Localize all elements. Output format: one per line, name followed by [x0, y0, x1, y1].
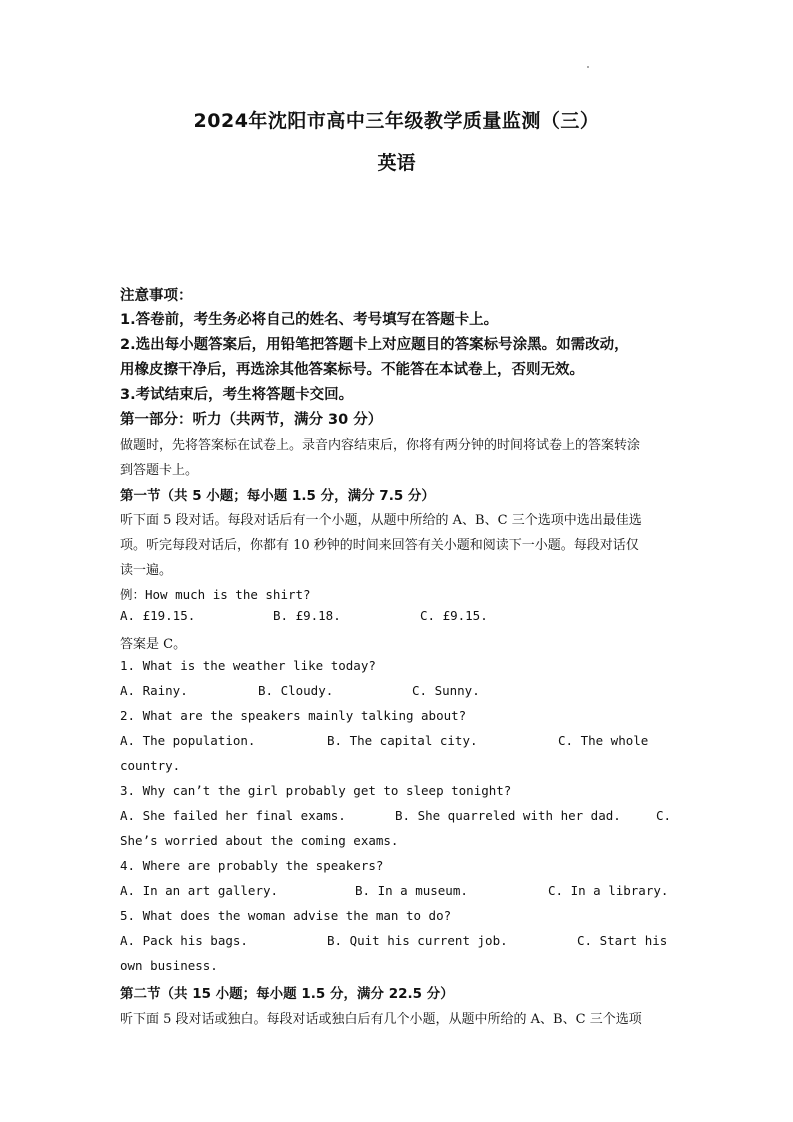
question-2-option-c: C. The whole — [558, 733, 649, 748]
section-2-desc-line-1: 听下面 5 段对话或独白。每段对话或独白后有几个小题，从题中所给的 A、B、C 三个选项 — [120, 1012, 642, 1027]
question-3-option-c-label: C. — [656, 808, 672, 823]
question-4-option-b: B. In a museum. — [355, 883, 468, 898]
note-1: 1.答卷前，考生务必将自己的姓名、考号填写在答题卡上。 — [120, 312, 499, 328]
part-1-heading: 第一部分：听力（共两节，满分 30 分） — [120, 412, 383, 428]
note-2-line-1: 2.选出每小题答案后，用铅笔把答题卡上对应题目的答案标号涂黑。如需改动， — [120, 337, 629, 353]
question-5-option-b: B. Quit his current job. — [327, 933, 508, 948]
question-3-option-b: B. She quarreled with her dad. — [395, 808, 621, 823]
example-option-b: B. £9.18. — [273, 608, 341, 623]
section-1-desc-line-1: 听下面 5 段对话。每段对话后有一个小题，从题中所给的 A、B、C 三个选项中选出最佳选 — [120, 513, 642, 528]
question-5-option-c: C. Start his — [577, 933, 668, 948]
example-question: 例：How much is the shirt? — [120, 587, 311, 602]
question-2-option-b: B. The capital city. — [327, 733, 478, 748]
question-3: 3. Why can’t the girl probably get to sleep tonight? — [120, 783, 512, 798]
question-1-option-a: A. Rainy. — [120, 683, 188, 698]
section-1-heading: 第一节（共 5 小题；每小题 1.5 分，满分 7.5 分） — [120, 488, 435, 504]
question-3-option-c-continued: She’s worried about the coming exams. — [120, 833, 399, 848]
example-option-c: C. £9.15. — [420, 608, 488, 623]
question-1-option-c: C. Sunny. — [412, 683, 480, 698]
notes-heading: 注意事项： — [120, 288, 193, 304]
example-answer: 答案是 C。 — [120, 637, 187, 652]
section-2-heading: 第二节（共 15 小题；每小题 1.5 分，满分 22.5 分） — [120, 986, 454, 1002]
question-1-option-b: B. Cloudy. — [258, 683, 334, 698]
section-1-desc-line-3: 读一遍。 — [120, 563, 173, 578]
exam-title: 2024年沈阳市高中三年级教学质量监测（三） — [193, 110, 600, 132]
question-4: 4. Where are probably the speakers? — [120, 858, 384, 873]
question-2-option-c-continued: country. — [120, 758, 181, 773]
part-1-desc-line-1: 做题时，先将答案标在试卷上。录音内容结束后，你将有两分钟的时间将试卷上的答案转涂 — [120, 438, 641, 453]
question-5: 5. What does the woman advise the man to do? — [120, 908, 452, 923]
question-2: 2. What are the speakers mainly talking about? — [120, 708, 467, 723]
note-3: 3.考试结束后，考生将答题卡交回。 — [120, 387, 354, 403]
question-5-option-a: A. Pack his bags. — [120, 933, 248, 948]
question-4-option-c: C. In a library. — [548, 883, 669, 898]
question-2-option-a: A. The population. — [120, 733, 256, 748]
part-1-desc-line-2: 到答题卡上。 — [120, 463, 199, 478]
question-4-option-a: A. In an art gallery. — [120, 883, 279, 898]
subject-title: 英语 — [377, 152, 416, 174]
question-3-option-a: A. She failed her final exams. — [120, 808, 346, 823]
question-5-option-c-continued: own business. — [120, 958, 218, 973]
scan-speck — [587, 66, 589, 68]
section-1-desc-line-2: 项。听完每段对话后，你都有 10 秒钟的时间来回答有关小题和阅读下一小题。每段对话仅 — [120, 538, 639, 553]
example-option-a: A. £19.15. — [120, 608, 196, 623]
note-2-line-2: 用橡皮擦干净后，再选涂其他答案标号。不能答在本试卷上，否则无效。 — [120, 362, 584, 378]
question-1: 1. What is the weather like today? — [120, 658, 376, 673]
